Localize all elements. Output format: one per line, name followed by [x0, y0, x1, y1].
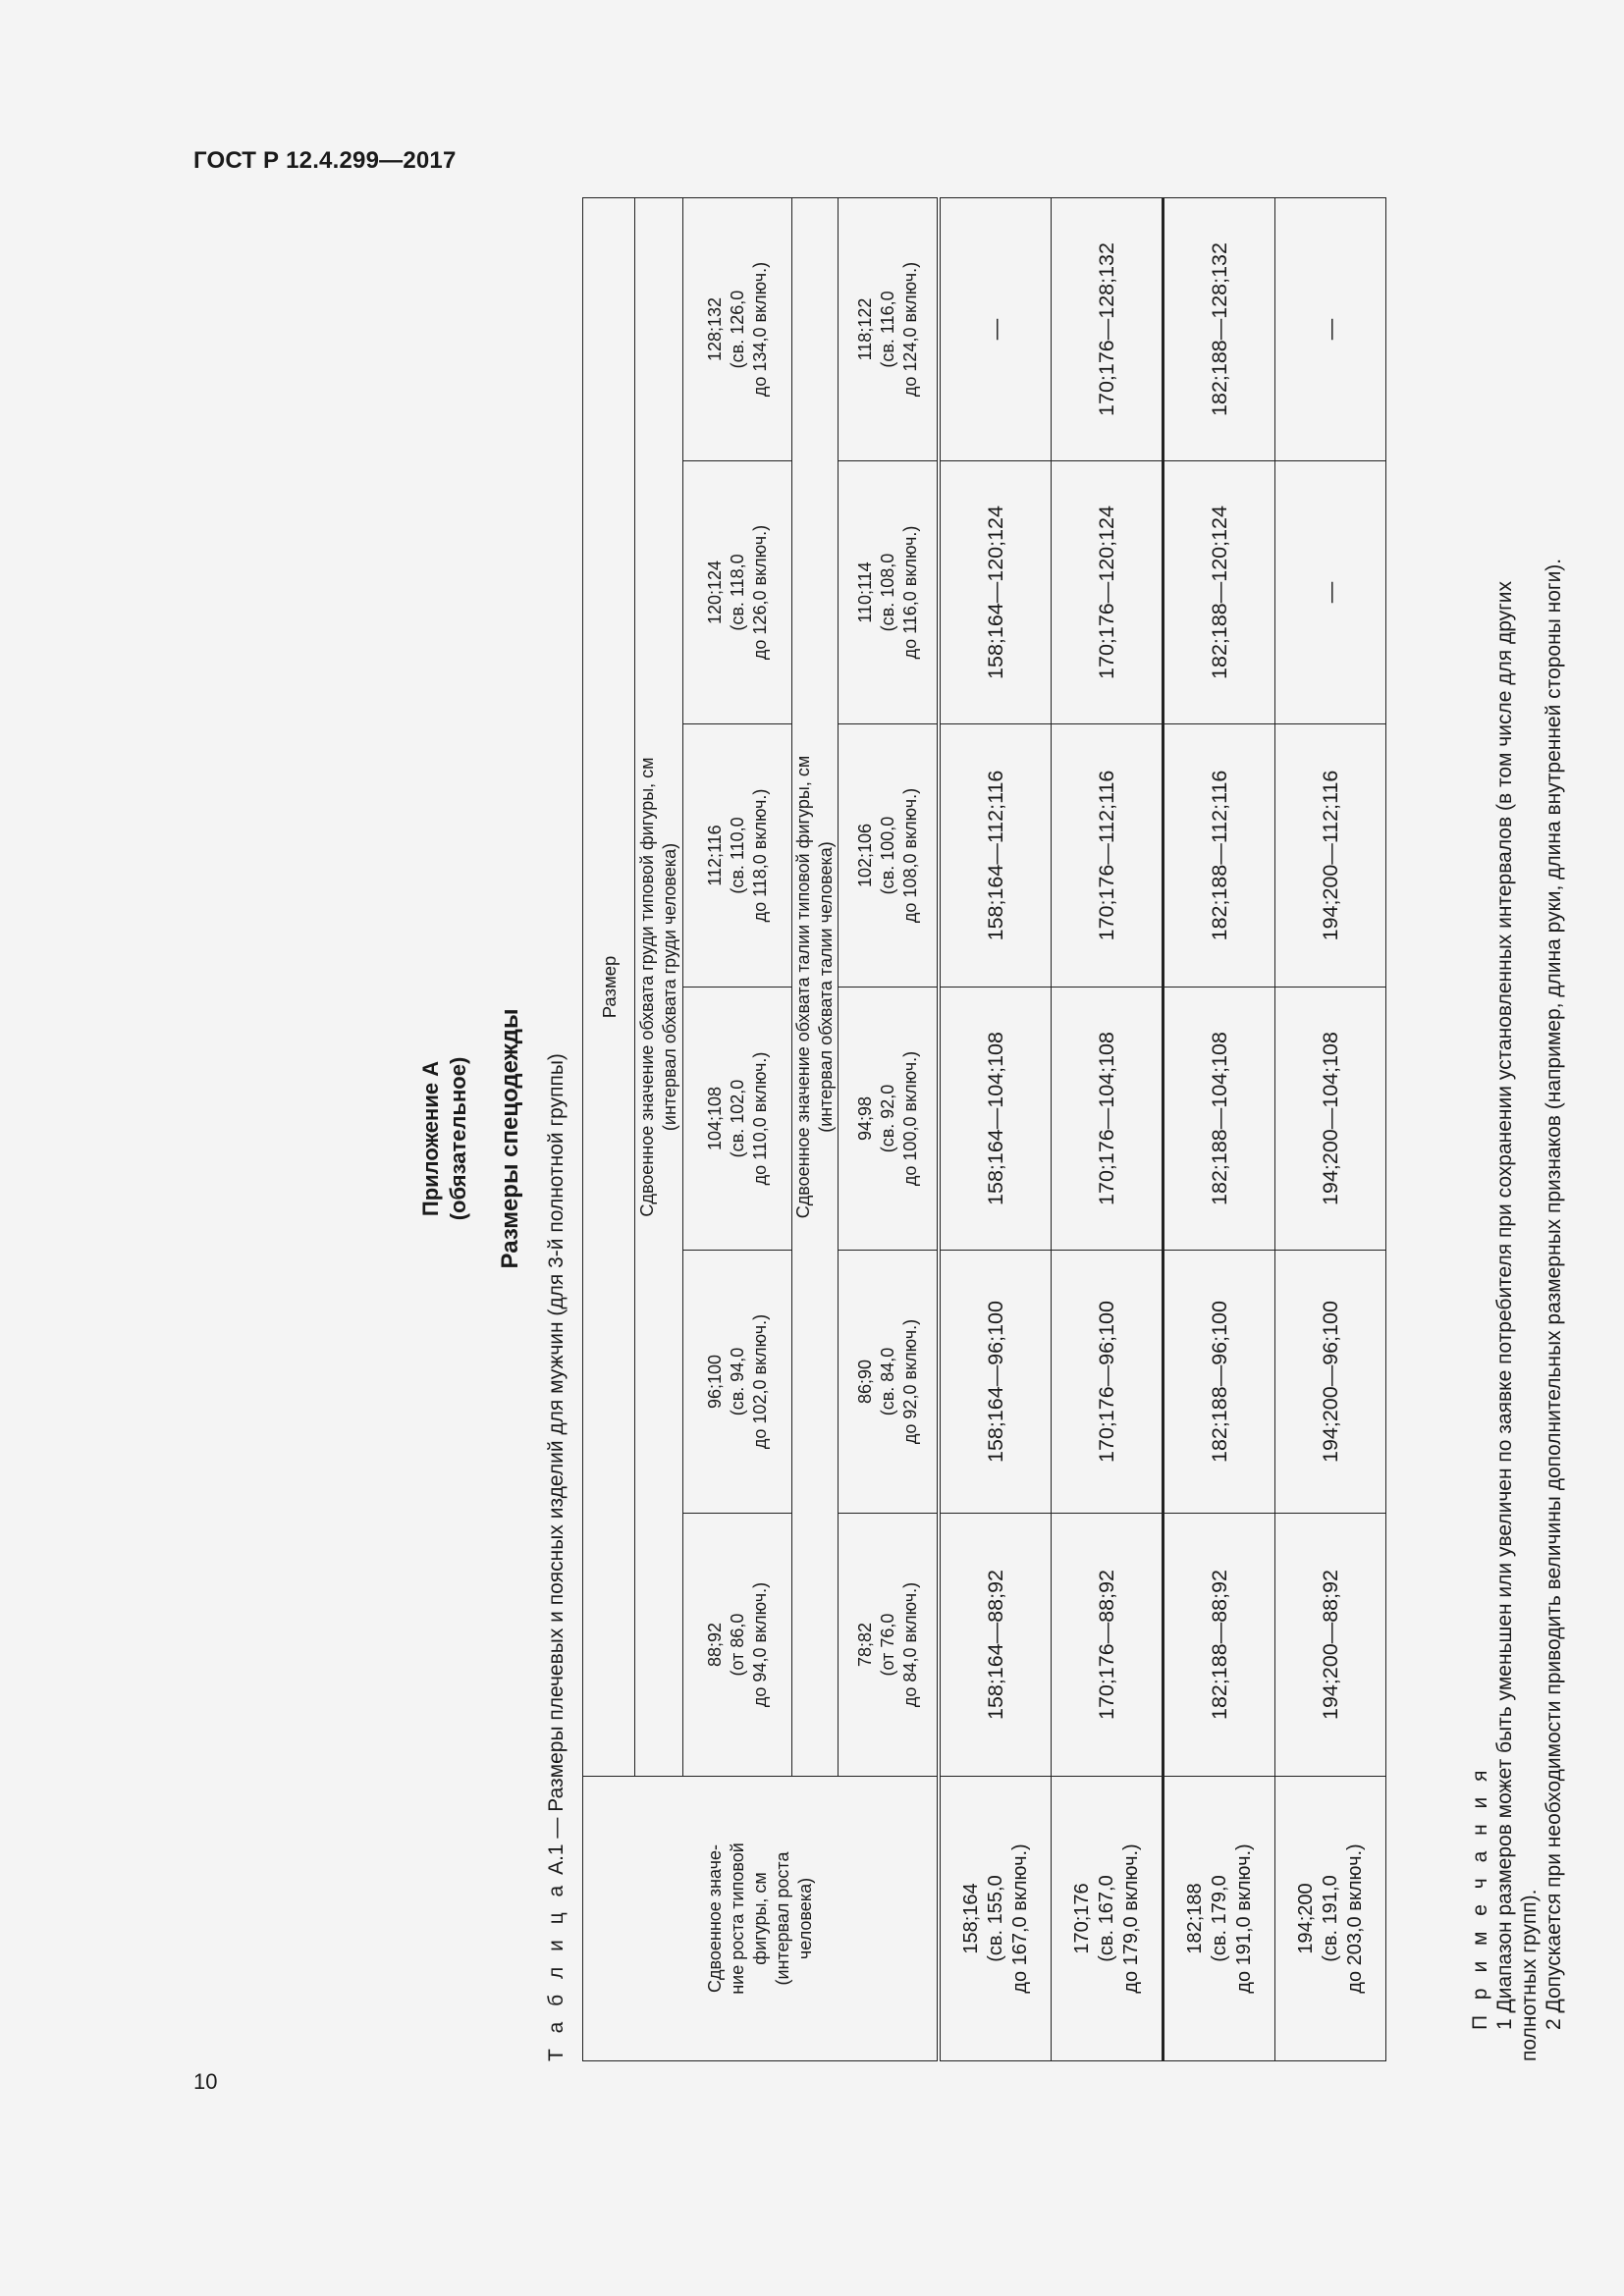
section-title: Размеры спецодежды: [497, 1008, 523, 1269]
table-caption-prefix: Т а б л и ц а: [545, 1880, 568, 2061]
chest-cell: [683, 1514, 792, 1777]
size-cell: 170;176—128;132: [1052, 198, 1164, 461]
size-cell: 170;176—88;92: [1052, 1514, 1164, 1777]
appendix-heading: [417, 216, 472, 2061]
table-row: [1164, 198, 1275, 2061]
appendix-title: Приложение А: [418, 1060, 443, 1217]
size-cell: 182;188—104;108: [1164, 988, 1275, 1251]
height-header-line: ние роста типовой: [727, 1842, 747, 1995]
waist-value: 86;90: [854, 1359, 875, 1405]
height-cell: [939, 1777, 1052, 2061]
note-1: 1 Диапазон размеров может быть уменьшен или увеличен по заявке потребителя при сохранении установленных интервалов (в том числе для других: [1493, 580, 1516, 2030]
chest-range-to: до 110,0 включ.): [749, 1051, 770, 1186]
height-cell: [1052, 1777, 1164, 2061]
waist-range-from: (св. 84,0: [877, 1347, 897, 1416]
waist-value: 94;98: [854, 1095, 875, 1142]
size-cell: 158;164—104;108: [939, 988, 1052, 1251]
chest-cell: [683, 198, 792, 461]
size-cell: 182;188—120;124: [1164, 461, 1275, 724]
chest-range-from: (св. 118,0: [727, 554, 747, 631]
waist-cell: [839, 1514, 940, 1777]
height-cell: [1164, 1777, 1275, 2061]
size-cell: 194;200—104;108: [1275, 988, 1386, 1251]
height-range-to: до 179,0 включ.): [1119, 1843, 1142, 1994]
height-range-from: (св. 167,0: [1095, 1875, 1117, 1962]
size-cell: —: [939, 198, 1052, 461]
waist-value: 102;106: [854, 823, 875, 888]
waist-range-from: (от 76,0: [877, 1613, 897, 1677]
chest-cell: [683, 988, 792, 1251]
waist-range-to: до 92,0 включ.): [899, 1318, 920, 1445]
waist-range-from: (св. 92,0: [877, 1084, 897, 1153]
waist-header-cell: [792, 198, 839, 1777]
waist-value: 78;82: [854, 1622, 875, 1668]
chest-range-to: до 94,0 включ.): [749, 1581, 770, 1708]
height-value: 170;176: [1070, 1883, 1093, 1954]
document-code: ГОСТ Р 12.4.299—2017: [193, 147, 457, 174]
chest-value: 96;100: [704, 1354, 725, 1410]
chest-range-to: до 126,0 включ.): [749, 524, 770, 661]
table-caption: [545, 1053, 568, 2061]
waist-value: 110;114: [854, 561, 875, 623]
note-1-continuation: полнотных групп).: [1518, 1889, 1541, 2061]
chest-range-to: до 118,0 включ.): [749, 788, 770, 923]
waist-cell: [839, 1251, 940, 1514]
height-range-to: до 203,0 включ.): [1343, 1843, 1366, 1994]
waist-cell: [839, 461, 940, 724]
size-cell: —: [1275, 198, 1386, 461]
height-header-line: человека): [794, 1877, 815, 1960]
size-cell: 182;188—96;100: [1164, 1251, 1275, 1514]
height-range-from: (св. 179,0: [1208, 1875, 1230, 1962]
size-cell: 170;176—96;100: [1052, 1251, 1164, 1514]
table-caption-text: А.1 — Размеры плечевых и поясных изделий для мужчин (для 3-й полнотной группы): [545, 1053, 568, 1875]
waist-range-from: (св. 100,0: [877, 816, 897, 895]
chest-range-from: (св. 94,0: [727, 1347, 747, 1416]
size-cell: 194;200—88;92: [1275, 1514, 1386, 1777]
waist-range-to: до 124,0 включ.): [899, 261, 920, 398]
appendix-status: (обязательное): [446, 1056, 470, 1221]
size-cell: 182;188—112;116: [1164, 724, 1275, 988]
chest-value: 112;116: [704, 825, 725, 886]
table-row: [1275, 198, 1386, 2061]
notes-block: [1468, 216, 1566, 2061]
chest-cell: [683, 724, 792, 988]
waist-header-line: (интервал обхвата талии человека): [816, 841, 836, 1133]
chest-range-from: (от 86,0: [727, 1613, 747, 1677]
size-cell: —: [1275, 461, 1386, 724]
note-2: 2 Допускается при необходимости приводить величины дополнительных размерных признаков (например, длина руки, длина внутренней стороны ноги).: [1543, 558, 1565, 2030]
waist-cell: [839, 988, 940, 1251]
rotated-content: [417, 216, 1565, 2061]
chest-range-from: (св. 102,0: [727, 1079, 747, 1158]
waist-cell: [839, 724, 940, 988]
waist-range-to: до 100,0 включ.): [899, 1050, 920, 1187]
size-header-cell: Размер: [583, 198, 635, 1777]
chest-header-cell: [635, 198, 683, 1777]
height-cell: [1275, 1777, 1386, 2061]
height-header-line: Сдвоенное значе-: [704, 1844, 725, 1993]
table-row: [1052, 198, 1164, 2061]
size-cell: 170;176—112;116: [1052, 724, 1164, 988]
size-table: [582, 197, 1386, 2061]
chest-range-to: до 102,0 включ.): [749, 1313, 770, 1450]
size-cell: 158;164—120;124: [939, 461, 1052, 724]
chest-value: 120;124: [704, 560, 725, 625]
size-cell: 170;176—104;108: [1052, 988, 1164, 1251]
chest-range-from: (св. 126,0: [727, 290, 747, 369]
size-cell: 170;176—120;124: [1052, 461, 1164, 724]
waist-header-line: Сдвоенное значение обхвата талии типовой фигуры, см: [793, 755, 813, 1219]
waist-range-to: до 116,0 включ.): [899, 525, 920, 660]
height-value: 182;188: [1183, 1883, 1206, 1954]
chest-value: 88;92: [704, 1622, 725, 1668]
size-cell: 158;164—96;100: [939, 1251, 1052, 1514]
size-cell: 158;164—88;92: [939, 1514, 1052, 1777]
height-range-to: до 191,0 включ.): [1232, 1843, 1255, 1994]
chest-cell: [683, 461, 792, 724]
size-cell: 182;188—88;92: [1164, 1514, 1275, 1777]
size-cell: 182;188—128;132: [1164, 198, 1275, 461]
waist-range-from: (св. 108,0: [877, 553, 897, 632]
chest-header-line: (интервал обхвата груди человека): [660, 842, 679, 1132]
height-range-from: (св. 155,0: [984, 1875, 1006, 1962]
chest-cell: [683, 1251, 792, 1514]
waist-range-to: до 84,0 включ.): [899, 1581, 920, 1708]
chest-range-from: (св. 110,0: [727, 817, 747, 894]
waist-range-to: до 108,0 включ.): [899, 787, 920, 924]
chest-value: 128;132: [704, 296, 725, 362]
height-header-cell: [583, 1777, 940, 2061]
size-cell: 194;200—96;100: [1275, 1251, 1386, 1514]
notes-heading: П р и м е ч а н и я: [1469, 1765, 1491, 2030]
height-value: 158;164: [959, 1883, 982, 1954]
page-number: 10: [193, 2069, 218, 2094]
chest-range-to: до 134,0 включ.): [749, 261, 770, 398]
height-header-line: фигуры, см: [749, 1872, 770, 1965]
table-row: [939, 198, 1052, 2061]
height-range-from: (св. 191,0: [1319, 1875, 1341, 1962]
chest-value: 104;108: [704, 1086, 725, 1151]
chest-header-line: Сдвоенное значение обхвата груди типовой фигуры, см: [637, 757, 657, 1217]
height-range-to: до 167,0 включ.): [1008, 1843, 1031, 1994]
waist-range-from: (св. 116,0: [877, 291, 897, 368]
height-value: 194;200: [1294, 1883, 1317, 1954]
waist-cell: [839, 198, 940, 461]
waist-value: 118;122: [854, 297, 875, 361]
size-cell: 194;200—112;116: [1275, 724, 1386, 988]
height-header-line: (интервал роста: [772, 1851, 792, 1986]
size-cell: 158;164—112;116: [939, 724, 1052, 988]
